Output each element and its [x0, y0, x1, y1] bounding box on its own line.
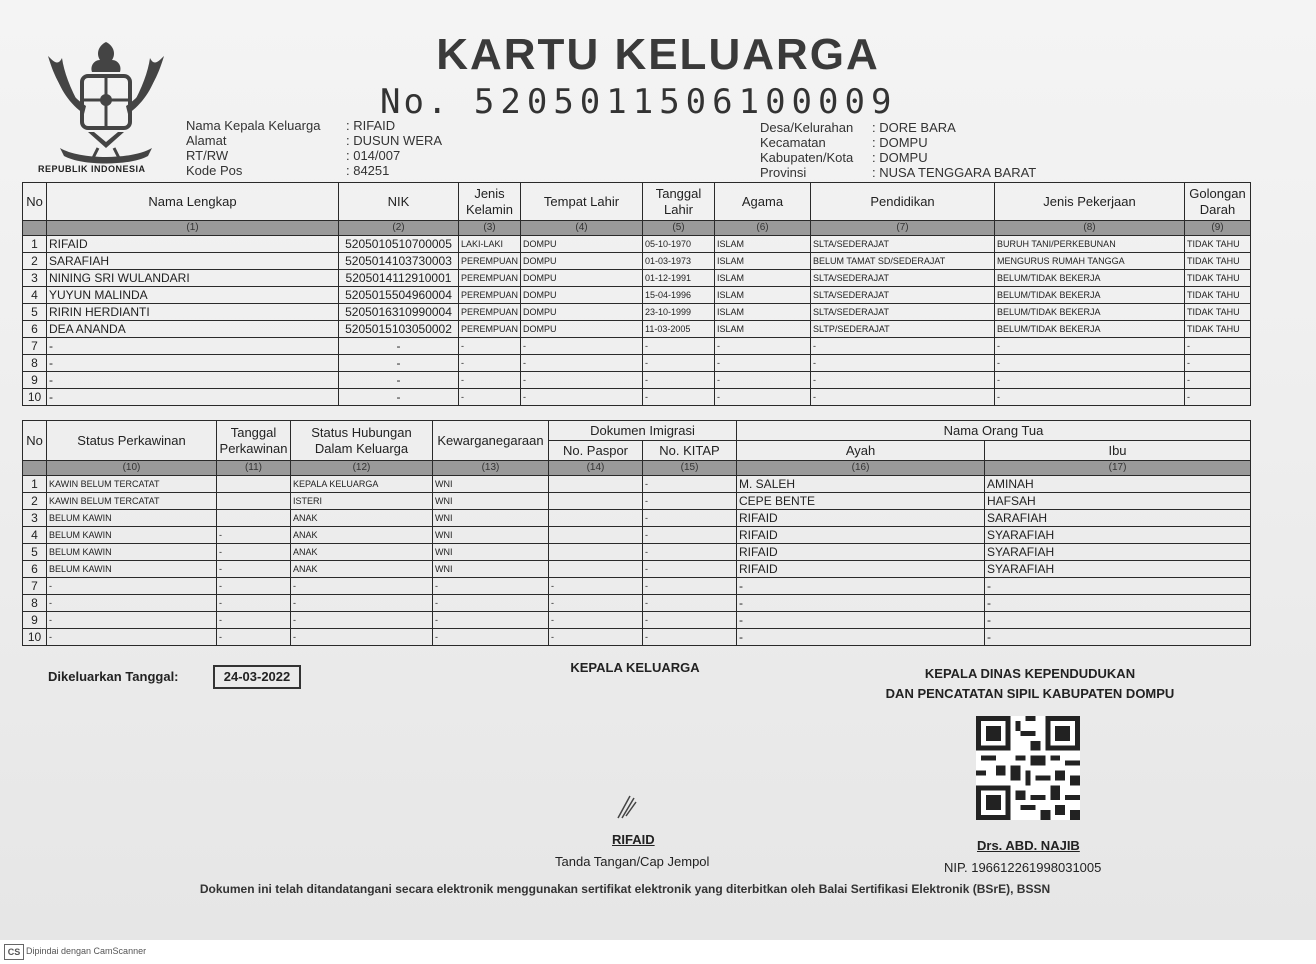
column-index: (14) [549, 461, 643, 476]
table-cell: - [549, 595, 643, 612]
table-cell: - [995, 389, 1185, 406]
table-cell: - [643, 493, 737, 510]
table-cell: WNI [433, 493, 549, 510]
table-cell: 5205014112910001 [339, 270, 459, 287]
table-cell: SLTA/SEDERAJAT [811, 287, 995, 304]
table-cell: ANAK [291, 561, 433, 578]
table-cell: AMINAH [985, 476, 1251, 493]
table-cell: 4 [23, 527, 47, 544]
table-cell: - [985, 629, 1251, 646]
table-cell: - [715, 372, 811, 389]
info-label: Nama Kepala Keluarga [186, 118, 321, 133]
table-cell: - [47, 595, 217, 612]
table-cell: - [643, 595, 737, 612]
table-cell: - [985, 612, 1251, 629]
table-row [23, 389, 1251, 406]
table-cell: SYARAFIAH [985, 561, 1251, 578]
column-index: (5) [643, 221, 715, 236]
table-cell: - [643, 578, 737, 595]
column-index: (1) [47, 221, 339, 236]
col-header: Tanggal Lahir [643, 183, 715, 221]
table-cell: 5205016310990004 [339, 304, 459, 321]
table-cell: BELUM TAMAT SD/SEDERAJAT [811, 253, 995, 270]
info-row [760, 120, 1036, 135]
info-value: : DOMPU [872, 150, 928, 165]
table-cell: 1 [23, 476, 47, 493]
table-cell: ANAK [291, 510, 433, 527]
table-cell: - [643, 629, 737, 646]
table-row [23, 287, 1251, 304]
table-cell: - [459, 372, 521, 389]
info-value: : 84251 [346, 163, 390, 178]
info-label: Alamat [186, 133, 227, 148]
table-cell [549, 527, 643, 544]
info-value: : RIFAID [346, 118, 396, 133]
table-cell: SYARAFIAH [985, 527, 1251, 544]
column-index: (11) [217, 461, 291, 476]
table-cell: - [47, 629, 217, 646]
table-row [23, 527, 1251, 544]
table-cell: 7 [23, 578, 47, 595]
table-cell [217, 510, 291, 527]
table-cell: - [521, 355, 643, 372]
info-label: Provinsi [760, 165, 807, 180]
col-header: Kewarganegaraan [433, 421, 549, 461]
table-cell: - [291, 595, 433, 612]
table-cell: - [47, 355, 339, 372]
col-header: Status Hubungan Dalam Keluarga [291, 421, 433, 461]
table-row [23, 544, 1251, 561]
table-cell: - [217, 595, 291, 612]
table-cell: 9 [23, 372, 47, 389]
table-cell: - [549, 629, 643, 646]
table-cell: PEREMPUAN [459, 304, 521, 321]
table-row [23, 304, 1251, 321]
info-row [186, 148, 442, 163]
column-index: (17) [985, 461, 1251, 476]
table-cell: - [217, 561, 291, 578]
table-row [23, 321, 1251, 338]
col-header: Dokumen Imigrasi [549, 421, 737, 441]
table-cell: - [1185, 355, 1251, 372]
table-row [23, 510, 1251, 527]
family-members-table [22, 182, 1251, 406]
info-label: Kecamatan [760, 135, 826, 150]
kk-number: 5205011506100009 [473, 82, 898, 122]
table-cell [549, 476, 643, 493]
table-cell: 9 [23, 612, 47, 629]
table-cell: TIDAK TAHU [1185, 236, 1251, 253]
kk-signer-name: RIFAID [612, 832, 655, 847]
table-cell: - [549, 612, 643, 629]
camscanner-icon: CS [4, 944, 24, 960]
table-cell: - [217, 544, 291, 561]
table-cell: BELUM KAWIN [47, 544, 217, 561]
table-cell: 5 [23, 304, 47, 321]
info-label: Kabupaten/Kota [760, 150, 854, 165]
table-cell: M. SALEH [737, 476, 985, 493]
table-cell: CEPE BENTE [737, 493, 985, 510]
table-cell: - [715, 355, 811, 372]
table-cell: 11-03-2005 [643, 321, 715, 338]
table-cell: 3 [23, 270, 47, 287]
col-header: Ibu [985, 441, 1251, 461]
table-cell: 5205015504960004 [339, 287, 459, 304]
col-header: Agama [715, 183, 811, 221]
table-cell: ISLAM [715, 236, 811, 253]
table-cell: - [47, 612, 217, 629]
table-cell: - [995, 355, 1185, 372]
table-cell: YUYUN MALINDA [47, 287, 339, 304]
table-cell: - [291, 612, 433, 629]
family-status-table [22, 420, 1251, 646]
table-cell: ISLAM [715, 287, 811, 304]
table-cell: DOMPU [521, 304, 643, 321]
table-cell: - [643, 612, 737, 629]
table-cell: - [433, 595, 549, 612]
info-row [760, 165, 1036, 180]
table-cell: - [737, 629, 985, 646]
table-cell [549, 493, 643, 510]
table-cell: - [217, 578, 291, 595]
info-value: : DORE BARA [872, 120, 956, 135]
table-cell: BELUM KAWIN [47, 510, 217, 527]
info-value: : DUSUN WERA [346, 133, 443, 148]
table-cell: - [643, 510, 737, 527]
info-label: Desa/Kelurahan [760, 120, 854, 135]
table-cell: 10 [23, 629, 47, 646]
table-cell: - [459, 389, 521, 406]
info-row [186, 133, 442, 148]
table-cell: PEREMPUAN [459, 253, 521, 270]
table-cell: - [985, 578, 1251, 595]
table-cell: - [643, 527, 737, 544]
table-cell: SARAFIAH [47, 253, 339, 270]
column-index: (10) [47, 461, 217, 476]
table-cell: PEREMPUAN [459, 321, 521, 338]
table-cell: - [985, 595, 1251, 612]
table-cell: - [339, 338, 459, 355]
dinas-title-line-2: DAN PENCATATAN SIPIL KABUPATEN DOMPU [885, 686, 1175, 701]
table-cell: - [47, 389, 339, 406]
table-cell: DOMPU [521, 287, 643, 304]
table-cell: TIDAK TAHU [1185, 287, 1251, 304]
table-cell: WNI [433, 510, 549, 527]
table-cell: SLTA/SEDERAJAT [811, 236, 995, 253]
dinas-title-line-1: KEPALA DINAS KEPENDUDUKAN [924, 666, 1136, 681]
table-row [23, 476, 1251, 493]
table-cell: RIFAID [47, 236, 339, 253]
info-row [760, 135, 1036, 150]
table-cell: KAWIN BELUM TERCATAT [47, 493, 217, 510]
table-cell: - [737, 612, 985, 629]
table-cell: SLTA/SEDERAJAT [811, 270, 995, 287]
table-cell: - [47, 338, 339, 355]
dinas-signer-name: Drs. ABD. NAJIB [977, 838, 1080, 853]
table-cell: - [643, 372, 715, 389]
table-cell: - [47, 372, 339, 389]
table-cell: TIDAK TAHU [1185, 321, 1251, 338]
table-cell: RIRIN HERDIANTI [47, 304, 339, 321]
col-header: Nama Orang Tua [737, 421, 1251, 441]
column-index: (3) [459, 221, 521, 236]
table-cell: 01-12-1991 [643, 270, 715, 287]
table-cell: BELUM/TIDAK BEKERJA [995, 270, 1185, 287]
table-row [23, 578, 1251, 595]
table-cell: 2 [23, 493, 47, 510]
table-cell: - [737, 578, 985, 595]
table-cell: 05-10-1970 [643, 236, 715, 253]
table-cell: WNI [433, 476, 549, 493]
table-cell: - [339, 355, 459, 372]
table-cell: - [47, 578, 217, 595]
table-row [23, 270, 1251, 287]
table-cell: WNI [433, 527, 549, 544]
table-cell: - [643, 476, 737, 493]
table-cell: - [811, 389, 995, 406]
col-header: Pendidikan [811, 183, 995, 221]
table-cell: - [339, 372, 459, 389]
table-cell [549, 510, 643, 527]
table-row [23, 561, 1251, 578]
table-cell: LAKI-LAKI [459, 236, 521, 253]
emblem-caption: REPUBLIK INDONESIA [38, 164, 146, 174]
table-cell: SLTP/SEDERAJAT [811, 321, 995, 338]
table-cell: SARAFIAH [985, 510, 1251, 527]
table-cell: 10 [23, 389, 47, 406]
scanner-caption: Dipindai dengan CamScanner [26, 946, 147, 956]
info-label: RT/RW [186, 148, 229, 163]
table-cell: - [549, 578, 643, 595]
table-cell [217, 493, 291, 510]
table-cell: 5205015103050002 [339, 321, 459, 338]
col-header: NIK [339, 183, 459, 221]
qr-code-icon [976, 716, 1080, 820]
col-header: No. Paspor [549, 441, 643, 461]
info-row [186, 118, 442, 133]
table-cell: TIDAK TAHU [1185, 253, 1251, 270]
table-cell: SYARAFIAH [985, 544, 1251, 561]
col-header: Tanggal Perkawinan [217, 421, 291, 461]
table-cell [549, 561, 643, 578]
column-index: (13) [433, 461, 549, 476]
table-cell: - [995, 372, 1185, 389]
table-cell: DOMPU [521, 253, 643, 270]
col-header: No. KITAP [643, 441, 737, 461]
table-cell: - [521, 389, 643, 406]
table-cell: ISLAM [715, 304, 811, 321]
table-cell: - [521, 338, 643, 355]
table-cell: - [995, 338, 1185, 355]
table-row [23, 629, 1251, 646]
table-cell: - [715, 338, 811, 355]
table-cell: TIDAK TAHU [1185, 270, 1251, 287]
table-cell: - [521, 372, 643, 389]
col-header: No [23, 421, 47, 461]
table-cell: SLTA/SEDERAJAT [811, 304, 995, 321]
col-header: Status Perkawinan [47, 421, 217, 461]
table-cell: - [643, 544, 737, 561]
table-cell: - [715, 389, 811, 406]
col-header: No [23, 183, 47, 221]
col-header: Golongan Darah [1185, 183, 1251, 221]
table-cell: KAWIN BELUM TERCATAT [47, 476, 217, 493]
table-cell: 6 [23, 321, 47, 338]
table-cell: - [433, 629, 549, 646]
table-cell: - [217, 527, 291, 544]
info-value: : DOMPU [872, 135, 928, 150]
table-cell: DOMPU [521, 321, 643, 338]
table-cell: - [217, 612, 291, 629]
table-cell: BELUM/TIDAK BEKERJA [995, 287, 1185, 304]
info-value: : NUSA TENGGARA BARAT [872, 165, 1037, 180]
table-cell: ISLAM [715, 253, 811, 270]
table-cell: - [1185, 372, 1251, 389]
table-cell: DOMPU [521, 270, 643, 287]
col-header: Jenis Pekerjaan [995, 183, 1185, 221]
table-cell: BELUM KAWIN [47, 561, 217, 578]
column-index: (7) [811, 221, 995, 236]
table-cell: 5205014103730003 [339, 253, 459, 270]
table-cell: ISLAM [715, 270, 811, 287]
issued-label: Dikeluarkan Tanggal: [48, 669, 179, 684]
table-cell: WNI [433, 561, 549, 578]
table-cell: ISTERI [291, 493, 433, 510]
info-value: : 014/007 [346, 148, 401, 163]
column-index: (9) [1185, 221, 1251, 236]
table-cell: 8 [23, 595, 47, 612]
table-cell: BELUM KAWIN [47, 527, 217, 544]
col-header: Nama Lengkap [47, 183, 339, 221]
table-cell: MENGURUS RUMAH TANGGA [995, 253, 1185, 270]
table-row [23, 338, 1251, 355]
column-index: (16) [737, 461, 985, 476]
table-cell: - [643, 338, 715, 355]
signature-mark-icon [612, 792, 642, 822]
table-cell: BURUH TANI/PERKEBUNAN [995, 236, 1185, 253]
table-cell: HAFSAH [985, 493, 1251, 510]
header-info-left [186, 118, 442, 178]
table-cell: 1 [23, 236, 47, 253]
table-cell: PEREMPUAN [459, 270, 521, 287]
table-row [23, 355, 1251, 372]
table-cell: ISLAM [715, 321, 811, 338]
header-info-right [760, 120, 1036, 180]
table-cell: BELUM/TIDAK BEKERJA [995, 321, 1185, 338]
table-cell: - [291, 629, 433, 646]
table-cell: NINING SRI WULANDARI [47, 270, 339, 287]
col-header: Tempat Lahir [521, 183, 643, 221]
table-row [23, 236, 1251, 253]
table-cell: ANAK [291, 544, 433, 561]
column-index: (4) [521, 221, 643, 236]
table-cell: 7 [23, 338, 47, 355]
table-row [23, 372, 1251, 389]
column-index: (6) [715, 221, 811, 236]
table-cell: - [459, 355, 521, 372]
table-cell: - [643, 389, 715, 406]
table-cell: RIFAID [737, 527, 985, 544]
table-cell: - [433, 578, 549, 595]
table-row [23, 253, 1251, 270]
document-title: KARTU KELUARGA [436, 30, 880, 79]
table-cell: 5205010510700005 [339, 236, 459, 253]
column-index: (15) [643, 461, 737, 476]
table-row [23, 595, 1251, 612]
table-cell: TIDAK TAHU [1185, 304, 1251, 321]
table-cell [549, 544, 643, 561]
table-cell: DEA ANANDA [47, 321, 339, 338]
table-cell: - [811, 355, 995, 372]
table-cell: - [339, 389, 459, 406]
kepala-keluarga-title: KEPALA KELUARGA [570, 660, 700, 675]
table-cell: DOMPU [521, 236, 643, 253]
column-index [23, 461, 47, 476]
table-cell: WNI [433, 544, 549, 561]
table-cell: RIFAID [737, 544, 985, 561]
table-cell: 5 [23, 544, 47, 561]
table-cell: - [1185, 389, 1251, 406]
table-cell: - [643, 561, 737, 578]
table-row [23, 493, 1251, 510]
table-cell: - [291, 578, 433, 595]
table-cell: - [459, 338, 521, 355]
table-cell: - [217, 629, 291, 646]
column-index [23, 221, 47, 236]
table-cell: - [737, 595, 985, 612]
info-label: Kode Pos [186, 163, 243, 178]
col-header: Ayah [737, 441, 985, 461]
table-cell: - [811, 338, 995, 355]
info-row [760, 150, 1036, 165]
issued-date: 24-03-2022 [213, 665, 301, 689]
table-cell: BELUM/TIDAK BEKERJA [995, 304, 1185, 321]
table-cell: KEPALA KELUARGA [291, 476, 433, 493]
table-cell: 01-03-1973 [643, 253, 715, 270]
table-cell: - [433, 612, 549, 629]
table-cell: 23-10-1999 [643, 304, 715, 321]
table-cell: - [1185, 338, 1251, 355]
table-cell: 3 [23, 510, 47, 527]
dinas-signer-nip: NIP. 196612261998031005 [944, 860, 1102, 875]
table-row [23, 612, 1251, 629]
table-cell: 8 [23, 355, 47, 372]
table-cell: 15-04-1996 [643, 287, 715, 304]
column-index: (8) [995, 221, 1185, 236]
table-cell: 2 [23, 253, 47, 270]
col-header: Jenis Kelamin [459, 183, 521, 221]
table-cell: - [643, 355, 715, 372]
table-cell [217, 476, 291, 493]
kk-signer-caption: Tanda Tangan/Cap Jempol [555, 854, 710, 869]
column-index: (12) [291, 461, 433, 476]
table-cell: RIFAID [737, 561, 985, 578]
column-index: (2) [339, 221, 459, 236]
table-cell: 4 [23, 287, 47, 304]
table-cell: 6 [23, 561, 47, 578]
table-cell: PEREMPUAN [459, 287, 521, 304]
table-cell: RIFAID [737, 510, 985, 527]
table-cell: - [811, 372, 995, 389]
electronic-signature-note: Dokumen ini telah ditandatangani secara elektronik menggunakan sertifikat elektronik yang diterbitkan oleh Balai Sertifikasi Elektronik (BSrE), BSSN [199, 882, 1051, 896]
table-cell: ANAK [291, 527, 433, 544]
info-row [186, 163, 442, 178]
kk-number-label: No. [380, 82, 451, 122]
kk-number-line [380, 82, 897, 122]
scanner-footer [0, 940, 1316, 964]
